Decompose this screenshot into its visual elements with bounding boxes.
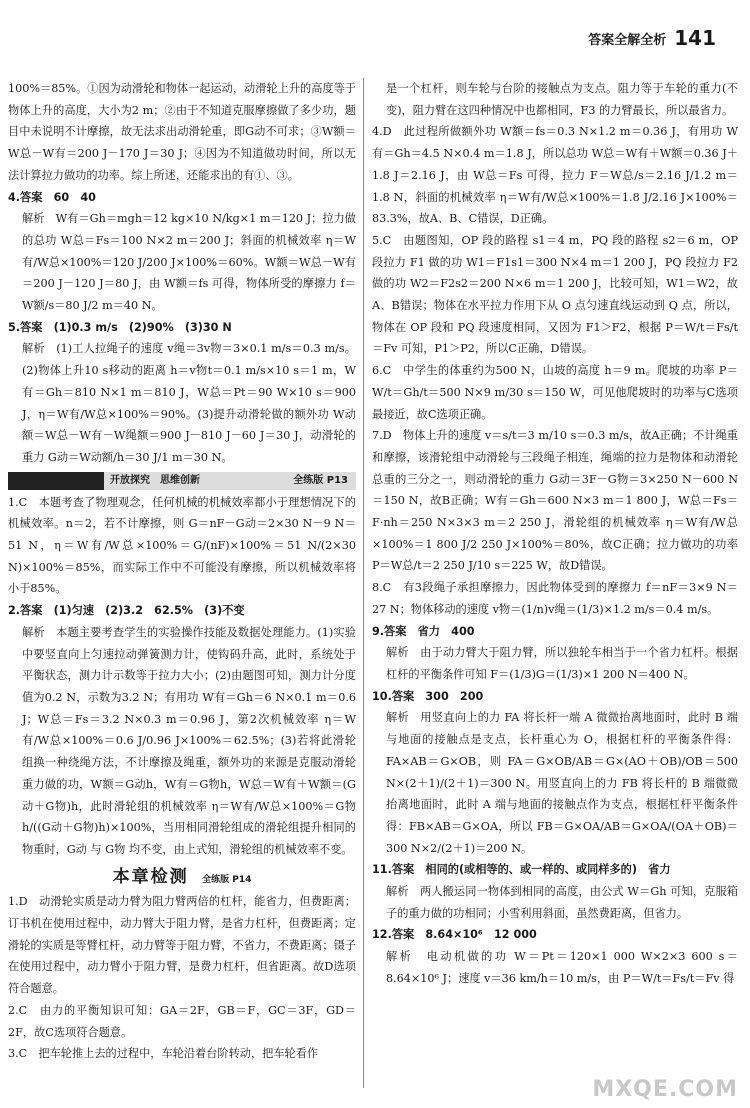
banner-dark-block xyxy=(8,472,104,490)
paragraph: 解析 (1)工人拉绳子的速度 v绳＝3v物＝3×0.1 m/s＝0.3 m/s。(2)物体上升10 s移动的距离 h＝v物t＝0.1 m/s×10 s＝1 m，W有＝Gh＝810 N×1 m＝810 J，W总＝Pt＝90 W×10 s＝900 J，η＝W有/W总×100%＝90%。(3)提升动滑轮做的额外功 W动额＝W总－W有－W绳额＝900 J－810 J－60 J＝30 J，动滑轮的重力 G动＝W动额/h＝30 J/1 m＝30 N。 xyxy=(22,342,356,464)
section-banner xyxy=(8,472,356,490)
page-number: 141 xyxy=(674,26,716,50)
answer-heading: 4.答案 60 40 xyxy=(8,190,96,204)
paragraph: 解析 用竖直向上的力 FA 将长杆一端 A 微微抬离地面时，此时 B 端与地面的接触点是支点，长杆重心为 O，根据杠杆的平衡条件得：FA×AB＝G×OB，则 FA＝G×OB/AB＝G×(AO＋OB)/OB＝500 N×(2＋1)/(2＋1)＝300 N。用竖直向上的力 FB 将长杆的 B 端微微抬离地面时，此时 A 端与地面的接触点作为支点，根据杠杆平衡条件得：FB×AB＝G×OA，所以 FB＝G×OA/AB＝G×OA/(OA＋OB)＝300 N×2/(2＋1)＝200 N。 xyxy=(386,711,738,855)
paragraph: 4.D 此过程所做额外功 W额＝fs＝0.3 N×1.2 m＝0.36 J，有用功 W有＝Gh＝4.5 N×0.4 m＝1.8 J，所以总功 W总＝W有＋W额＝0.36 J＋1.8 J＝2.16 J，由 W总＝Fs 可得，拉力 F＝W总/s＝2.16 J/1.2 m＝1.8 N，斜面的机械效率 η＝W有/W总×100%＝1.8 J/2.16 J×100%＝83.3%，故A、B、C错误，D正确。 xyxy=(372,125,738,226)
section-heading xyxy=(8,867,356,892)
paragraph: 解析 由于动力臂大于阻力臂，所以独轮车相当于一个省力杠杆。根据杠杆的平衡条件可知 F＝(1/3)G＝(1/3)×1 200 N＝400 N。 xyxy=(386,646,738,681)
answer-heading: 12.答案 8.64×10⁶ 12 000 xyxy=(372,928,537,942)
right-column xyxy=(372,78,738,990)
paragraph: 1.D 动滑轮实质是动力臂为阻力臂两倍的杠杆，能省力，但费距离；订书机在使用过程中，动力臂大于阻力臂，是省力杠杆，但费距离；定滑轮的实质是等臂杠杆，动力臂等于阻力臂，不省力，不费距离；镊子在使用过程中，动力臂小于阻力臂，是费力杠杆，但省距离。故D选项符合题意。 xyxy=(8,895,356,996)
paragraph: 2.C 由力的平衡知识可知：GA＝2F，GB＝F，GC＝3F，GD＝2F，故C选项符合题意。 xyxy=(8,1003,356,1039)
header-title: 答案全解全析 xyxy=(588,33,667,48)
paragraph: 是一个杠杆，则车轮与台阶的接触点为支点。阻力等于车轮的重力(不变)，阻力臂在这四种情况中也都相同，F3 的力臂最长，所以最省力。 xyxy=(386,82,738,117)
answer-heading: 9.答案 省力 400 xyxy=(372,624,475,638)
paragraph: 解析 两人搬运同一物体到相同的高度，由公式 W＝Gh 可知，克服箱子的重力做的功相同；小雪利用斜面，虽然费距离，但省力。 xyxy=(386,885,738,920)
watermark: MXQE.COM xyxy=(592,1077,738,1102)
paragraph: 100%＝85%。①因为动滑轮和物体一起运动，动滑轮上升的高度等于物体上升的高度，大小为2 m；②由于不知道克服摩擦做了多少功，题目中未说明不计摩擦，故无法求出动滑轮重，即G动不可求；③W额＝W总－W有＝200 J－170 J＝30 J；④因为不知道做功时间，所以无法计算拉力做功的功率。综上所述，还能求出的有①、③。 xyxy=(8,82,356,182)
answer-heading: 2.答案 (1)匀速 (2)3.2 62.5% (3)不变 xyxy=(8,604,245,618)
section-title: 本章检测 xyxy=(112,866,189,887)
paragraph: 5.C 由题图知，OP 段的路程 s1＝4 m，PQ 段的路程 s2＝6 m，OP 段拉力 F1 做的功 W1＝F1s1＝300 N×4 m＝1 200 J，PQ 段拉力 F2 做的功 W2＝F2s2＝200 N×6 m＝1 200 J，比较可知，W1＝W2，故A、B错误；物体在水平拉力作用下从 O 点匀速直线运动到 Q 点，所以，物体在 OP 段和 PQ 段速度相同，又因为 F1＞F2，根据 P＝W/t＝Fs/t＝Fv 可知，P1＞P2，所以C正确，D错误。 xyxy=(372,233,738,356)
column-divider xyxy=(363,78,364,1088)
answer-heading: 10.答案 300 200 xyxy=(372,689,484,703)
paragraph: 8.C 有3段绳子承担摩擦力，因此物体受到的摩擦力 f＝nF＝3×9 N＝27 N；物体移动的速度 v物＝(1/n)v绳＝(1/3)×1.2 m/s＝0.4 m/s。 xyxy=(372,581,738,616)
paragraph: 3.C 把车轮推上去的过程中，车轮沿着台阶转动，把车轮看作 xyxy=(8,1047,319,1061)
banner-label: 开放探究 思维创新 xyxy=(110,474,200,486)
answer-heading: 5.答案 (1)0.3 m/s (2)90% (3)30 N xyxy=(8,320,232,334)
page-header xyxy=(588,28,716,48)
paragraph: 解析 电动机做的功 W＝Pt＝120×1 000 W×2×3 600 s＝8.64×10⁶ J；速度 v＝36 km/h＝10 m/s，由 P＝W/t＝Fs/t＝Fv 得 xyxy=(386,950,738,985)
left-column xyxy=(8,78,356,1065)
paragraph: 1.C 本题考查了物理观念，任何机械的机械效率都小于理想情况下的机械效率。n＝2，若不计摩擦，则 G＝nF－G动＝2×30 N－9 N＝51 N，η＝W有/W总×100%＝G/(nF)×100%＝51 N/(2×30 N)×100%＝85%，而实际工作中不可能没有摩擦，所以机械效率将小于85%。 xyxy=(8,495,356,596)
banner-ref: 全练版 P13 xyxy=(293,474,348,486)
paragraph: 解析 本题主要考查学生的实验操作技能及数据处理能力。(1)实验中要竖直向上匀速拉动弹簧测力计，使钩码升高，此时，系统处于平衡状态，测力计示数等于拉力大小；(2)由题图可知，测力计分度值为0.2 N，示数为3.2 N；有用功 W有＝Gh＝6 N×0.1 m＝0.6 J；W总＝Fs＝3.2 N×0.3 m＝0.96 J，第2次机械效率 η＝W有/W总×100%＝0.6 J/0.96 J×100%＝62.5%；(3)若将此滑轮组换一种绕绳方法，不计摩擦及绳重，额外功的来源是克服动滑轮重力做的功，W额＝G动h，W有＝G物h，W总＝W有＋W额＝(G动＋G物)h，此时滑轮组的机械效率 η＝W有/W总×100%＝G物h/((G动＋G物)h)×100%，当用相同滑轮组成的滑轮组提升相同的物重时，G动 与 G物 均不变，由上式知，滑轮组的机械效率不变。 xyxy=(22,625,356,856)
answer-heading: 11.答案 相同的(或相等的、或一样的、或同样多的) 省力 xyxy=(372,863,671,877)
paragraph: 6.C 中学生的体重约为500 N，山坡的高度 h＝9 m。爬坡的功率 P＝W/t＝Gh/t＝500 N×9 m/30 s＝150 W，可见他爬坡时的功率与C选项最接近，故C选项正确。 xyxy=(372,364,738,421)
paragraph: 7.D 物体上升的速度 v＝s/t＝3 m/10 s＝0.3 m/s，故A正确；不计绳重和摩擦，该滑轮组中动滑轮与三段绳子相连，绳端的拉力是物体和动滑轮总重的三分之一，则动滑轮的重力 G动＝3F－G物＝3×250 N－600 N＝150 N，故B正确；W有＝Gh＝600 N×3 m＝1 800 J，W总＝Fs＝F·nh＝250 N×3×3 m＝2 250 J，滑轮组的机械效率 η＝W有/W总×100%＝1 800 J/2 250 J×100%＝80%，故C正确；拉力做功的功率 P＝W总/t＝2 250 J/10 s＝225 W，故D错误。 xyxy=(372,429,738,573)
section-ref: 全练版 P14 xyxy=(202,874,252,885)
paragraph: 解析 W有＝Gh＝mgh＝12 kg×10 N/kg×1 m＝120 J；拉力做的总功 W总＝Fs＝100 N×2 m＝200 J；斜面的机械效率 η＝W有/W总×100%＝120 J/200 J×100%＝60%。W额＝W总－W有＝200 J－120 J＝80 J，由 W额＝fs 可得，物体所受的摩擦力 f＝W额/s＝80 J/2 m＝40 N。 xyxy=(22,212,356,313)
